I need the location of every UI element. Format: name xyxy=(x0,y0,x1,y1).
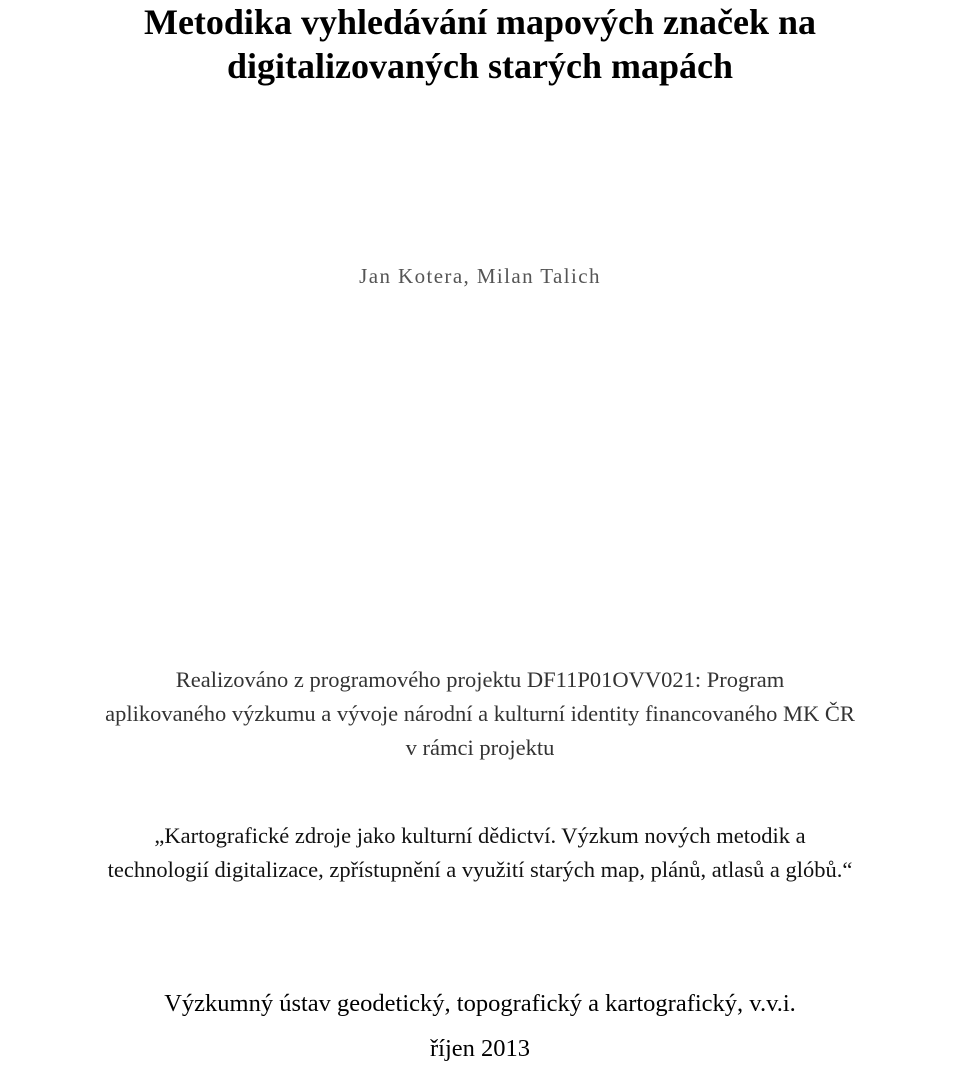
document-title xyxy=(0,0,960,88)
project-intro-line-2: aplikovaného výzkumu a vývoje národní a kulturní identity financovaného MK ČR xyxy=(105,701,855,726)
project-intro-line-3: v rámci projektu xyxy=(405,735,555,760)
institution: Výzkumný ústav geodetický, topografický a kartografický, v.v.i. xyxy=(164,990,796,1017)
document-title-line-1: Metodika vyhledávání mapových značek na xyxy=(143,2,817,42)
project-name-line-1: „Kartografické zdroje jako kulturní dědictví. Výzkum nových metodik a xyxy=(154,823,806,848)
project-name-line-2: technologií digitalizace, zpřístupnění a využití starých map, plánů, atlasů a glóbů.“ xyxy=(107,857,853,882)
document-title-line-2: digitalizovaných starých mapách xyxy=(226,46,733,86)
publication-date: říjen 2013 xyxy=(429,1035,531,1062)
project-intro xyxy=(0,663,960,765)
project-intro-line-1: Realizováno z programového projektu DF11P01OVV021: Program xyxy=(175,667,785,692)
project-name xyxy=(0,819,960,887)
authors: Jan Kotera, Milan Talich xyxy=(359,264,601,288)
